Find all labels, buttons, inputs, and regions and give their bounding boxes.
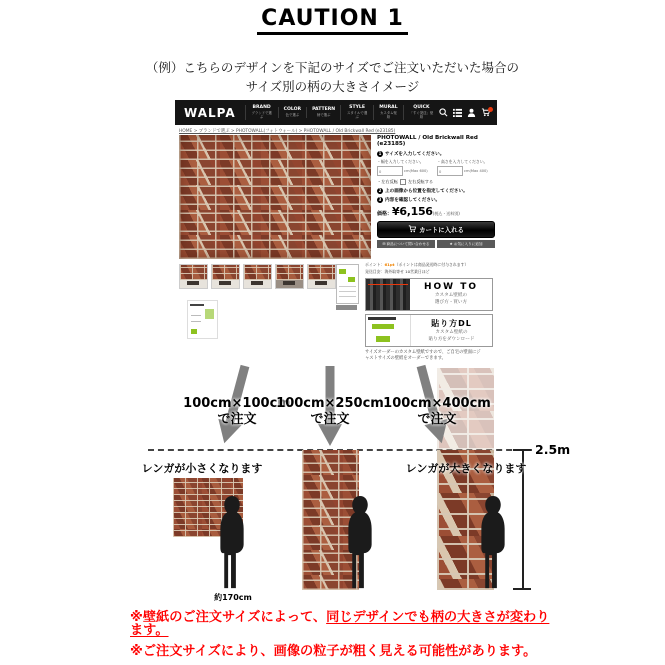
- room-thumbnail-4[interactable]: [275, 264, 304, 289]
- height-field-group: [437, 159, 493, 176]
- nav-color[interactable]: COLOR 色で選ぶ: [278, 107, 306, 117]
- order-guide-button[interactable]: [336, 305, 357, 310]
- ceiling-height-label: 2.5m: [535, 442, 571, 457]
- howto-banner-image: [366, 279, 410, 310]
- cart-button-icon: [408, 225, 416, 235]
- step3-number-icon: 3: [378, 197, 382, 202]
- price-value: ¥6,156: [392, 205, 433, 218]
- step1-label: 1 サイズを入力してください。: [378, 151, 445, 157]
- thumbnail-strip: [179, 264, 336, 289]
- howto-title: HOW TO: [423, 282, 479, 292]
- paste-dl-desc: カスタム壁紙の 貼り方をダウンロード: [428, 330, 475, 342]
- add-to-cart-button[interactable]: カートに入れる: [377, 221, 495, 238]
- flip-checkbox-label: 左右反転する: [407, 179, 434, 184]
- width-unit: cm(Max 600): [404, 169, 428, 173]
- order-panel: [377, 135, 495, 248]
- page-subtitle: （例）こちらのデザインを下記のサイズでご注文いただいた場合の サイズ別の柄の大きさイメージ: [145, 60, 520, 95]
- mail-icon: ✉: [382, 242, 386, 246]
- step2-label: 2 上の画像から位置を指定してください。: [378, 188, 468, 194]
- price-row: [377, 205, 495, 218]
- width-label: ・幅を入力してください。: [377, 159, 424, 164]
- warning-line-1: ※壁紙のご注文サイズによって、同じデザインでも柄の大きさが変わります。: [130, 610, 550, 639]
- howto-banner[interactable]: [365, 278, 493, 311]
- size-label-100x250: 100cm×250cm で注文: [276, 396, 384, 428]
- person-silhouette-3: [476, 494, 510, 591]
- minor-buttons: [377, 240, 495, 248]
- width-field-group: [377, 159, 433, 176]
- nav-quick[interactable]: QUICK 「すぐ発送」壁紙: [403, 105, 439, 119]
- site-header: [175, 100, 497, 125]
- custom-size-note: サイズオーダーのカスタム壁紙ですので、ご自宅の壁面にジャストサイズの壁紙をオーダーできます。: [365, 350, 481, 362]
- product-main-image[interactable]: [179, 135, 371, 259]
- main-nav: [245, 100, 439, 125]
- price-note: (税込・送料別): [432, 211, 460, 216]
- room-thumbnail-3[interactable]: [243, 264, 272, 289]
- step2-number-icon: 2: [378, 188, 382, 193]
- star-icon: ★: [449, 242, 453, 246]
- paste-dl-title: 貼り方DL: [431, 319, 472, 328]
- height-label: ・高さを入力してください。: [437, 159, 488, 164]
- nav-mural[interactable]: MURAL カスタム壁紙: [373, 105, 403, 119]
- result-label-small: レンガが小さくなります: [141, 462, 263, 475]
- website-screenshot: [175, 97, 497, 367]
- flip-checkbox[interactable]: [400, 179, 406, 185]
- flip-row: [377, 179, 495, 185]
- height-scale-bottom-tick: [513, 588, 531, 590]
- room-thumbnail-2[interactable]: [211, 264, 240, 289]
- order-guide-thumbnail[interactable]: [336, 264, 359, 304]
- info-column: [365, 262, 495, 363]
- inquiry-button[interactable]: ✉ 商品について問い合わせる: [377, 240, 435, 248]
- cart-badge: [488, 107, 493, 112]
- points-value: 61pt: [384, 262, 395, 267]
- size-diagram-thumbnail[interactable]: [187, 300, 218, 339]
- room-thumbnail-5[interactable]: [307, 264, 336, 289]
- search-icon[interactable]: [439, 108, 448, 117]
- paste-dl-banner-image: [366, 315, 411, 346]
- person-silhouette-1: [215, 494, 249, 591]
- cart-icon[interactable]: [481, 108, 490, 117]
- room-thumbnail-1[interactable]: [179, 264, 208, 289]
- nav-style[interactable]: STYLE スタイルで選ぶ: [340, 105, 373, 119]
- person-height-label: 約170cm: [214, 593, 252, 602]
- user-icon[interactable]: [467, 108, 476, 117]
- width-input[interactable]: [377, 166, 403, 176]
- breadcrumb[interactable]: HOME > ブランドで選ぶ > PHOTOWALL(フォトウォール) > PHOTOWALL / Old Brickwall Red (e23185): [179, 129, 396, 134]
- header-icons: [439, 108, 497, 117]
- shipping-line: 発送目安：海外取寄せ 10営業日ほど: [365, 269, 430, 274]
- favorite-button[interactable]: ★ お気に入りに追加: [437, 240, 495, 248]
- warning-notes: [130, 611, 560, 659]
- nav-brand[interactable]: BRAND ブランドで選ぶ: [245, 105, 278, 119]
- height-input[interactable]: [437, 166, 463, 176]
- warning-line-2: ※ご注文サイズにより、画像の粒子が粗く見える可能性があります。: [130, 644, 537, 660]
- step1-number-icon: 1: [378, 151, 382, 156]
- price-label: 価格：: [377, 211, 393, 217]
- list-icon[interactable]: [453, 108, 462, 117]
- size-label-100x100: 100cm×100cm で注文: [183, 396, 291, 428]
- size-fields: [377, 159, 495, 176]
- paste-dl-banner[interactable]: [365, 314, 493, 347]
- page-title: CAUTION 1: [0, 6, 665, 35]
- height-unit: cm(Max 400): [464, 169, 488, 173]
- result-label-large: レンガが大きくなります: [405, 462, 527, 475]
- flip-label: ・左右反転: [377, 179, 398, 184]
- howto-desc: カスタム壁紙の 選び方・買い方: [434, 293, 468, 305]
- step3-label: 3 内容を確認してください。: [378, 197, 441, 203]
- nav-pattern[interactable]: PATTERN 柄で選ぶ: [306, 107, 340, 117]
- product-title: PHOTOWALL / Old Brickwall Red (e23185): [377, 135, 478, 147]
- size-label-100x400: 100cm×400cm で注文: [383, 396, 491, 428]
- walpa-logo[interactable]: WALPA: [184, 105, 236, 120]
- person-silhouette-2: [343, 494, 377, 591]
- points-line: ポイント：61pt（ポイントは商品発送時に付与されます）: [365, 262, 469, 267]
